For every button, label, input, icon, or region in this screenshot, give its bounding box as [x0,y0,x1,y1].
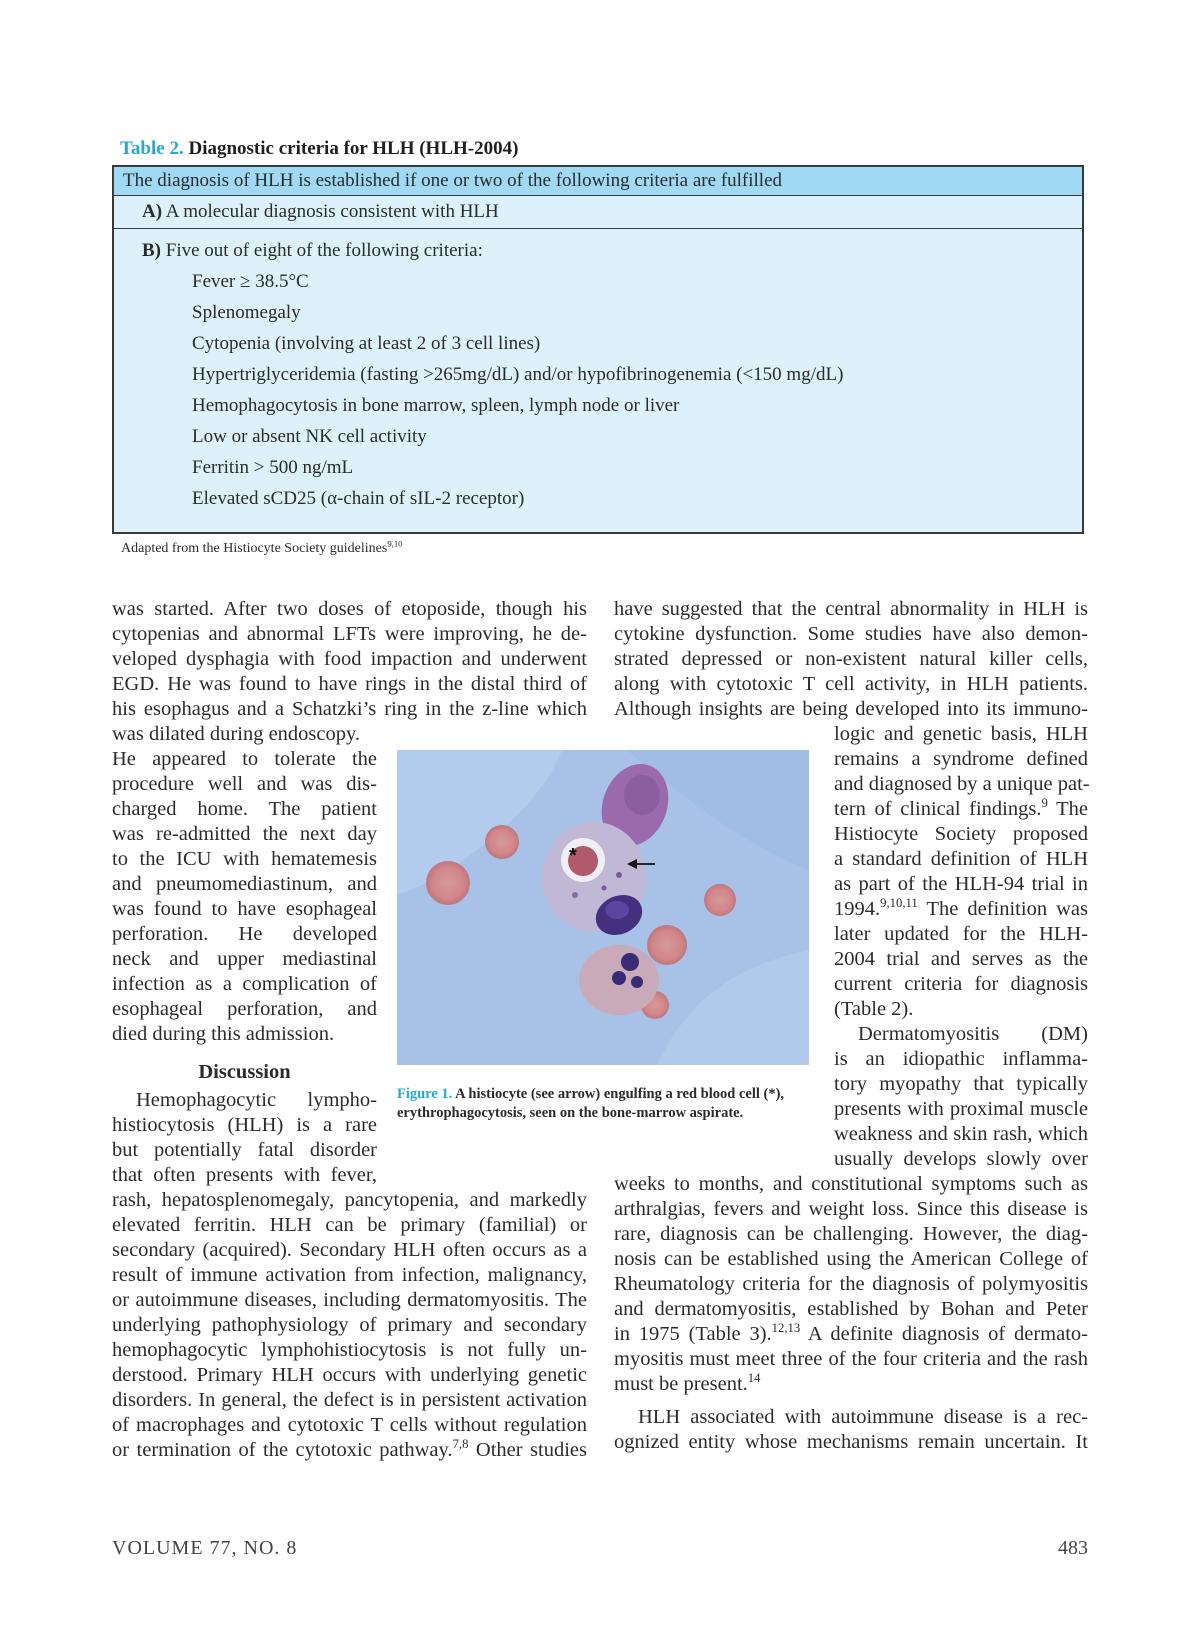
body-text: The definition was [917,898,1088,920]
body-line: nosis can be established using the American College of [614,1248,1088,1270]
table-title-text: Diagnostic criteria for HLH (HLH-2004) [188,138,519,159]
table-header: The diagnosis of HLH is established if one or two of the following criteria are fulfilled [114,167,1082,196]
journal-volume: VOLUME 77, NO. 8 [112,1537,298,1559]
body-line: to the ICU with hematemesis [112,848,377,870]
body-line: elevated ferritin. HLH can be primary (familial) or [112,1214,587,1236]
body-line: rare, diagnosis can be challenging. However, the diag- [614,1223,1088,1245]
criteria-item: Hemophagocytosis in bone marrow, spleen, lymph node or liver [192,395,680,416]
bone-marrow-micrograph [397,750,809,1065]
row-a-label: A) [142,201,163,222]
body-line: Hemophagocytic lympho- [136,1089,377,1111]
body-line [614,1322,1088,1347]
body-line: HLH associated with autoimmune disease is a rec- [638,1406,1088,1428]
body-line: was dilated during endoscopy. [112,723,361,745]
criteria-item: Splenomegaly [192,302,301,323]
body-line [834,897,1088,922]
body-line: esophageal perforation, and [112,998,377,1020]
body-text: must be present. [614,1373,748,1395]
body-line: cytopenias and abnormal LFTs were improving, he de- [112,623,587,645]
body-text: A definite diagnosis of dermato- [800,1323,1088,1345]
body-line: was started. After two doses of etoposide, though his [112,598,587,620]
criteria-item: Fever ≥ 38.5°C [192,271,309,292]
table-source-refs: 9,10 [387,538,403,549]
body-line: strated depressed or non-existent natural killer cells, [614,648,1088,670]
reference-superscript: 12,13 [771,1321,801,1336]
table-label: Table 2. [120,138,184,159]
body-line: was found to have esophageal [112,898,377,920]
body-line: and dermatomyositis, established by Bohan and Peter [614,1298,1088,1320]
body-line: charged home. The patient [112,798,377,820]
table-row-a [114,196,1082,229]
body-text: tern of clinical findings. [834,798,1042,820]
criteria-item: Hypertriglyceridemia (fasting >265mg/dL) and/or hypofibrinogenemia (<150 mg/dL) [192,364,844,385]
body-line: neck and upper mediastinal [112,948,377,970]
body-text: Other studies [468,1439,588,1461]
figure-caption [397,1085,809,1123]
criteria-list [142,266,1082,514]
criteria-item: Low or absent NK cell activity [192,426,427,447]
body-line [614,1372,1088,1397]
body-line: Rheumatology criteria for the diagnosis of polymyositis [614,1273,1088,1295]
body-line: procedure well and was dis- [112,773,377,795]
body-text: or termination of the cytotoxic pathway. [112,1439,453,1461]
body-line: Dermatomyositis (DM) [858,1023,1088,1045]
body-line: of macrophages and cytotoxic T cells without regulation [112,1414,587,1436]
body-line: logic and genetic basis, HLH [834,723,1088,745]
table-source-note [121,538,403,557]
body-line: arthralgias, fevers and weight loss. Since this disease is [614,1198,1088,1220]
body-line: cytokine dysfunction. Some studies have also demon- [614,623,1088,645]
body-line: but potentially fatal disorder [112,1139,377,1161]
body-line [112,1438,587,1463]
body-line: EGD. He was found to have rings in the distal third of [112,673,587,695]
body-line: tory myopathy that typically [834,1073,1088,1095]
body-text: in 1975 (Table 3). [614,1323,772,1345]
body-line: a standard definition of HLH [834,848,1088,870]
reference-superscript: 9 [1041,796,1048,811]
body-line: result of immune activation from infection, malignancy, [112,1264,587,1286]
table-title [120,138,518,160]
body-line: current criteria for diagnosis [834,973,1088,995]
body-line: remains a syndrome defined [834,748,1088,770]
body-line: infection as a complication of [112,973,377,995]
body-line: veloped dysphagia with food impaction and underwent [112,648,587,670]
body-line: and diagnosed by a unique pat- [834,773,1090,795]
body-line: was re-admitted the next day [112,823,377,845]
body-line: died during this admission. [112,1023,335,1045]
body-line: ognized entity whose mechanisms remain uncertain. It [614,1431,1088,1453]
body-line: myositis must meet three of the four criteria and the rash [614,1348,1088,1370]
criteria-item: Cytopenia (involving at least 2 of 3 cell lines) [192,333,541,354]
body-line: along with cytotoxic T cell activity, in HLH patients. [614,673,1088,695]
body-line: is an idiopathic inflamma- [834,1048,1088,1070]
body-line: presents with proximal muscle [834,1098,1088,1120]
body-line: 2004 trial and serves as the [834,948,1088,970]
body-line: He appeared to tolerate the [112,748,377,770]
reference-superscript: 9,10,11 [880,896,918,911]
body-line: or autoimmune diseases, including dermatomyositis. The [112,1289,587,1311]
body-text: 1994. [834,898,881,920]
body-line: usually develops slowly over [834,1148,1088,1170]
reference-superscript: 14 [747,1371,761,1386]
body-line: his esophagus and a Schatzki’s ring in the z-line which [112,698,587,720]
body-line: have suggested that the central abnormality in HLH is [614,598,1088,620]
page-number: 483 [1058,1537,1088,1559]
body-line: (Table 2). [834,998,914,1020]
body-line [834,797,1088,822]
body-line: histiocytosis (HLH) is a rare [112,1114,377,1136]
body-line: weeks to months, and constitutional symptoms such as [614,1173,1088,1195]
table-row-b [114,229,1082,514]
body-line: later updated for the HLH- [834,923,1088,945]
body-text: The [1047,798,1088,820]
body-line: Histiocyte Society proposed [834,823,1088,845]
row-a-text: A molecular diagnosis consistent with HLH [165,201,499,222]
diagnostic-criteria-table [112,165,1084,534]
discussion-heading: Discussion [198,1061,291,1083]
body-line: that often presents with fever, [112,1164,377,1186]
body-line: Although insights are being developed into its immuno- [614,698,1088,720]
body-line: perforation. He developed [112,923,377,945]
row-b-text: Five out of eight of the following criteria: [165,240,483,261]
body-line: hemophagocytic lymphohistiocytosis is not fully un- [112,1339,587,1361]
asterisk-marker: * [569,845,577,867]
criteria-item: Ferritin > 500 ng/mL [192,457,354,478]
criteria-item: Elevated sCD25 (α-chain of sIL-2 receptor) [192,488,525,509]
body-line: derstood. Primary HLH occurs with underlying genetic [112,1364,587,1386]
row-b-label: B) [142,240,161,261]
reference-superscript: 7,8 [452,1437,469,1452]
figure-label: Figure 1. [397,1086,453,1102]
table-source-text: Adapted from the Histiocyte Society guidelines [121,541,388,556]
body-line: underlying pathophysiology of primary and secondary [112,1314,587,1336]
body-line: rash, hepatosplenomegaly, pancytopenia, and markedly [112,1189,587,1211]
figure-caption-text: A histiocyte (see arrow) engulfing a red blood cell (*), erythrophagocytosis, seen on the bone-marrow aspirate. [397,1086,785,1121]
body-line: secondary (acquired). Secondary HLH often occurs as a [112,1239,587,1261]
body-line: as part of the HLH-94 trial in [834,873,1088,895]
body-line: disorders. In general, the defect is in persistent activation [112,1389,587,1411]
body-line: and pneumomediastinum, and [112,873,377,895]
body-line: weakness and skin rash, which [834,1123,1088,1145]
